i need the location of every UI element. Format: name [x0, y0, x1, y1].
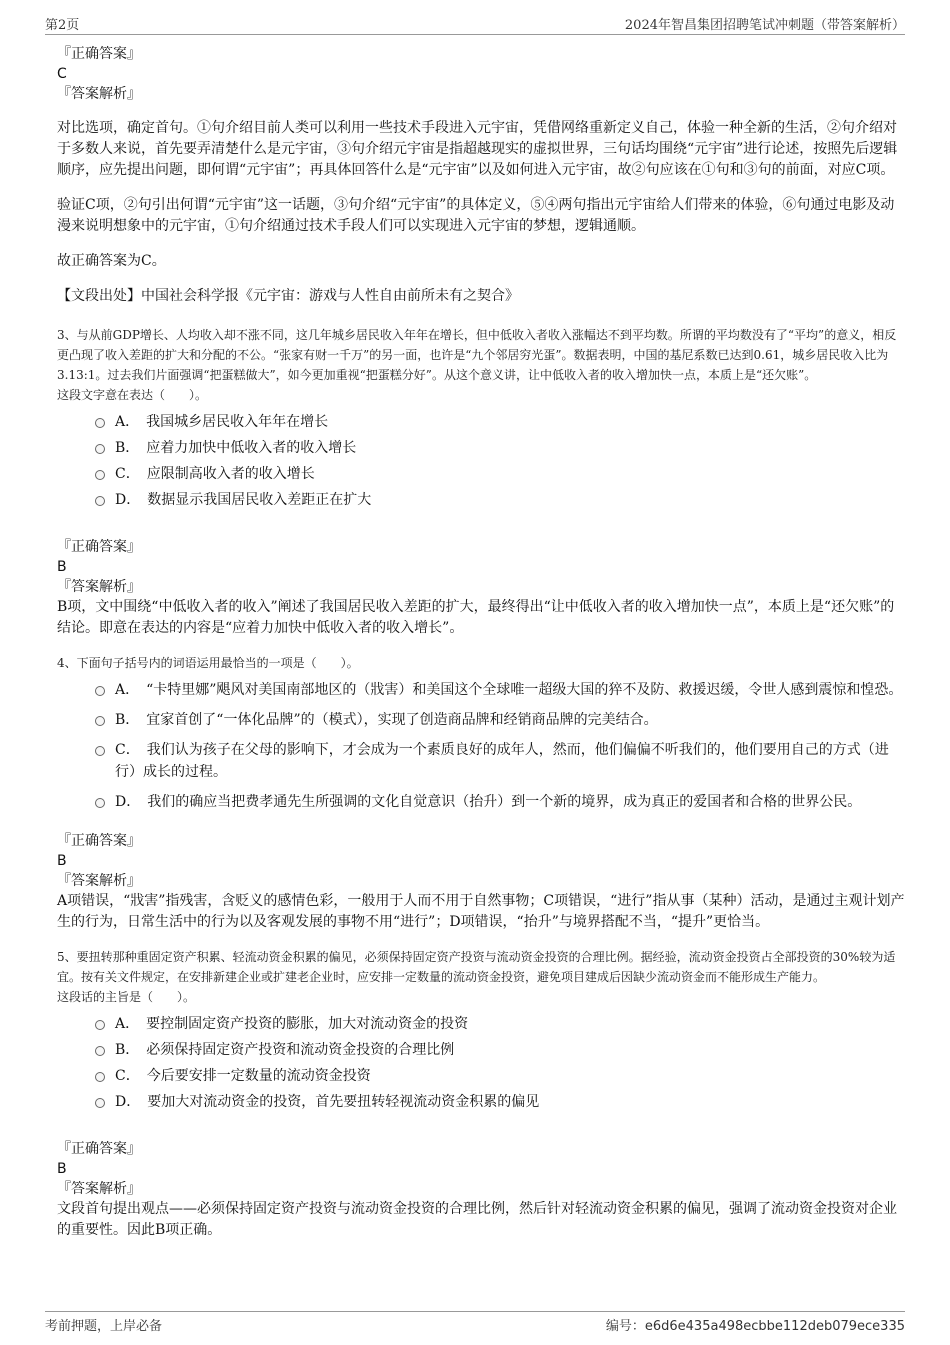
answer-value: B: [57, 853, 67, 869]
answer-value: B: [57, 559, 67, 575]
page-footer: [45, 1311, 905, 1332]
analysis-paragraph: 对比选项，确定首句。①句介绍目前人类可以利用一些技术手段进入元宇宙，凭借网络重新定义自己，体验一种全新的生活，②句介绍对于多数人来说，首先要弄清楚什么是元宇宙，③句介绍元宇宙是指超越现实的虚拟世界，三句话均围绕“元宇宙”进行论述，按照先后逻辑顺序，应先提出问题，即何谓“元宇宙”；再具体回答什么是“元宇宙”以及如何进入元宇宙，故②句应该在①句和③句的前面，对应C项。: [57, 120, 898, 178]
radio-button[interactable]: [95, 1046, 105, 1056]
option-d[interactable]: D． 要加大对流动资金的投资，首先要扭转轻视流动资金积累的偏见: [95, 1091, 905, 1117]
radio-button[interactable]: [95, 418, 105, 428]
question-prompt: 这段话的主旨是（ ）。: [57, 990, 196, 1004]
document-title: 2024年智昌集团招聘笔试冲刺题（带答案解析）: [624, 18, 905, 33]
radio-button[interactable]: [95, 470, 105, 480]
q2-answer-block: [57, 44, 905, 307]
option-b[interactable]: B． 必须保持固定资产投资和流动资金投资的合理比例: [95, 1039, 905, 1065]
option-c[interactable]: C． 今后要安排一定数量的流动资金投资: [95, 1065, 905, 1091]
answer-label: 『正确答案』: [57, 833, 141, 849]
question-text: 3、与从前GDP增长、人均收入却不涨不同，这几年城乡居民收入年年在增长，但中低收入者收入涨幅达不到平均数。所谓的平均数没有了“平均”的意义，相反更凸现了收入差距的扩大和分配的不公。“张家有财一千万”的另一面，也许是“九个邻居穷光蛋”。数据表明，中国的基尼系数已达到0.61，城乡居民收入比为3.13:1。过去我们片面强调“把蛋糕做大”，如今更加重视“把蛋糕分好”。从这个意义讲，让中低收入者的收入增加快一点，本质上是“还欠账”。: [57, 328, 897, 382]
page-header: [45, 14, 905, 35]
answer-label: 『正确答案』: [57, 539, 141, 555]
code-value: e6d6e435a498ecbbe112deb079ece335: [644, 1319, 905, 1334]
radio-button[interactable]: [95, 1020, 105, 1030]
option-a[interactable]: A． 要控制固定资产投资的膨胀，加大对流动资金的投资: [95, 1013, 905, 1039]
option-a[interactable]: A． “卡特里娜”飓风对美国南部地区的（戕害）和美国这个全球唯一超级大国的猝不及防、救援迟缓，令世人感到震惊和惶恐。: [95, 679, 905, 701]
answer-label: 『正确答案』: [57, 46, 141, 62]
document-code: [606, 1315, 905, 1334]
answer-value: B: [57, 1161, 67, 1177]
footer-slogan: 考前押题，上岸必备: [45, 1319, 163, 1334]
question-5: [57, 947, 905, 1241]
analysis-paragraph: 验证C项，②句引出何谓“元宇宙”这一话题，③句介绍“元宇宙”的具体定义，⑤④两句指出元宇宙给人们带来的体验，⑥句通过电影及动漫来说明想象中的元宇宙，①句介绍通过技术手段人们可以实现进入元宇宙的梦想，逻辑通顺。: [57, 197, 895, 234]
analysis-label: 『答案解析』: [57, 579, 141, 595]
option-list: [95, 411, 905, 515]
question-text: 5、要扭转那种重固定资产积累、轻流动资金积累的偏见，必须保持固定资产投资与流动资金投资的合理比例。据经验，流动资金投资占全部投资的30%较为适宜。按有关文件规定，在安排新建企业或扩建老企业时，应安排一定数量的流动资金投资，避免项目建成后因缺少流动资金而不能形成生产能力。: [57, 950, 896, 984]
analysis-paragraph: 文段首句提出观点——必须保持固定资产投资与流动资金投资的合理比例，然后针对轻流动资金积累的偏见，强调了流动资金投资对企业的重要性。因此B项正确。: [57, 1201, 897, 1238]
radio-button[interactable]: [95, 746, 105, 756]
analysis-label: 『答案解析』: [57, 1181, 141, 1197]
option-a[interactable]: A． 我国城乡居民收入年年在增长: [95, 411, 905, 437]
option-d[interactable]: D． 我们的确应当把费孝通先生所强调的文化自觉意识（抬升）到一个新的境界，成为真正的爱国者和合格的世界公民。: [95, 791, 905, 813]
option-c[interactable]: C． 应限制高收入者的收入增长: [95, 463, 905, 489]
code-label: 编号：: [605, 1319, 645, 1334]
answer-label: 『正确答案』: [57, 1141, 141, 1157]
radio-button[interactable]: [95, 1072, 105, 1082]
page-number: 第2页: [45, 18, 80, 33]
radio-button[interactable]: [95, 716, 105, 726]
radio-button[interactable]: [95, 686, 105, 696]
analysis-label: 『答案解析』: [57, 873, 141, 889]
question-text: 4、下面句子括号内的词语运用最恰当的一项是（ ）。: [57, 656, 359, 670]
radio-button[interactable]: [95, 798, 105, 808]
question-prompt: 这段文字意在表达（ ）。: [57, 388, 208, 402]
analysis-label: 『答案解析』: [57, 86, 141, 102]
answer-value: C: [57, 66, 67, 82]
radio-button[interactable]: [95, 1098, 105, 1108]
question-4: [57, 653, 905, 933]
question-3: [57, 325, 905, 639]
analysis-conclusion: 故正确答案为C。: [57, 253, 166, 269]
analysis-paragraph: A项错误，“戕害”指残害，含贬义的感情色彩，一般用于人而不用于自然事物；C项错误，“进行”指从事（某种）活动，是通过主观计划产生的行为，日常生活中的行为以及客观发展的事物不用“进行”；D项错误，“抬升”与境界搭配不当，“提升”更恰当。: [57, 893, 905, 930]
option-c[interactable]: C． 我们认为孩子在父母的影响下，才会成为一个素质良好的成年人，然而，他们偏偏不听我们的，他们要用自己的方式（进行）成长的过程。: [95, 739, 905, 783]
analysis-paragraph: B项，文中围绕“中低收入者的收入”阐述了我国居民收入差距的扩大，最终得出“让中低收入者的收入增加快一点”，本质上是“还欠账”的结论。即意在表达的内容是“应着力加快中低收入者的收入增长”。: [57, 599, 895, 636]
page-content: [57, 44, 905, 1241]
source-citation: 【文段出处】中国社会科学报《元宇宙：游戏与人性自由前所未有之契合》: [57, 288, 519, 304]
radio-button[interactable]: [95, 496, 105, 506]
option-d[interactable]: D． 数据显示我国居民收入差距正在扩大: [95, 489, 905, 515]
option-b[interactable]: B． 应着力加快中低收入者的收入增长: [95, 437, 905, 463]
radio-button[interactable]: [95, 444, 105, 454]
option-list: [95, 1013, 905, 1117]
option-b[interactable]: B． 宜家首创了“一体化品牌”的（模式），实现了创造商品牌和经销商品牌的完美结合。: [95, 709, 905, 731]
option-list: [95, 679, 905, 813]
